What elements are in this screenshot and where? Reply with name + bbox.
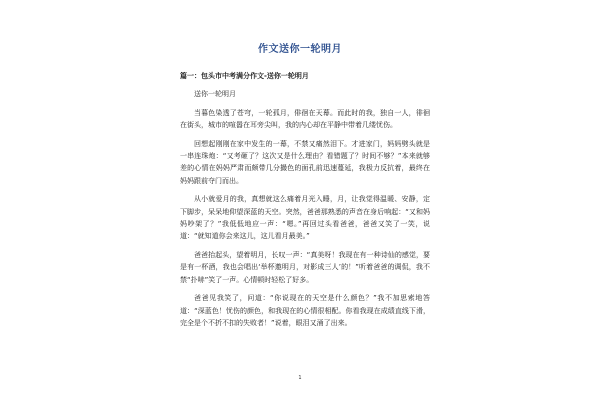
paragraph-1: 当暮色染透了苍穹，一轮孤月，俳徊在天幕。而此时的我，独自一人，徘徊在街头，城市的喧嚣在耳旁尖叫，我的内心却在平静中带着几缕忧伤。 xyxy=(180,108,430,130)
document-title: 作文送你一轮明月 xyxy=(258,44,342,55)
paragraph-3: 从小就爱月的我，真想就这么痛着月光入睡，月，让我觉得温暖、安静，定下脚步，呆呆地仰望深蓝的天空。突然，爸爸那熟悉的声音在身后响起：“又和妈妈吵架了？”我低低地应一声：“嗯。”再回过头看爸爸，爸爸又笑了一笑，说道：“就知道你会来这儿，这儿看月最美。” xyxy=(180,195,430,241)
paragraph-4: 爸爸抬起头，望着明月，长叹一声：“真美呀！我现在有一种诗仙的感觉，要是有一杯酒，我也会唱出‘举杯邀明月，对影成三人’的！”听着爸爸的调侃，我不禁“扑哧”笑了一声。心情顿时轻松了好多。 xyxy=(180,250,430,284)
article-heading: 篇一：包头市中考满分作文-送你一轮明月 xyxy=(180,72,309,80)
article-subheading: 送你一轮明月 xyxy=(194,90,236,99)
paragraph-2: 回想起刚刚在家中发生的一幕，不禁又痛然泪下。才进家门，妈妈劈头就是一串连珠炮：“又考砸了？这次又是什么理由？看错题了？时间不够？”本来就够差的心情在妈妈严肃而颇带几分撮色的面孔前迅速蔓延，我极力反抗着，最终在妈妈跟前夺门而出。 xyxy=(180,139,430,185)
page-number: 1 xyxy=(298,375,302,381)
document-body xyxy=(180,70,430,329)
paragraph-5: 爸爸见我笑了，问道：“你说现在的天空是什么颜色？”我不加思索地答道：“深蓝色！忧伤的颜色，和我现在的心情很相配。你看我现在成绩直线下滑，完全是个不折不扣的失败者！”说着，眼泪又涌了出来。 xyxy=(180,294,430,327)
